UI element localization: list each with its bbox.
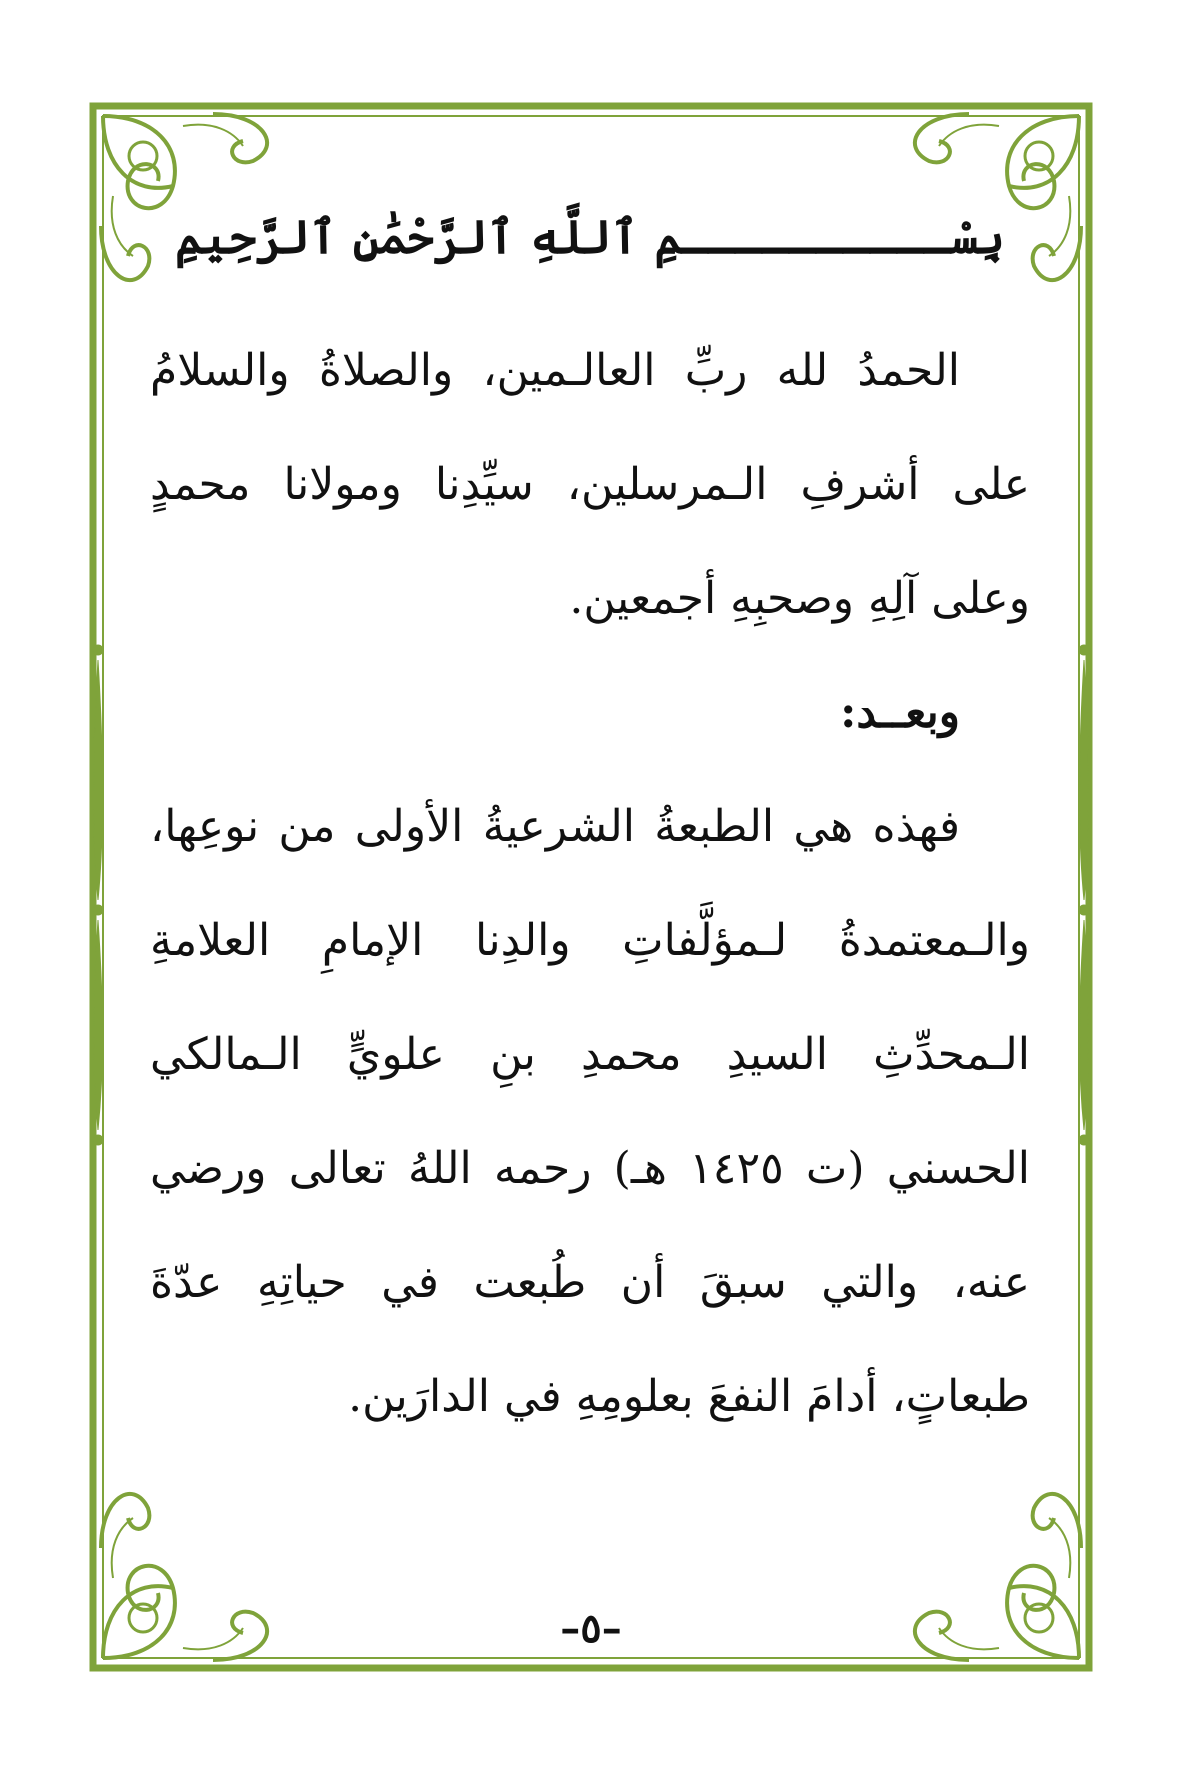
basmala: بِسْــــــــــمِ ٱللَّهِ ٱلرَّحْمَٰنِ ٱلرَّحِيمِ <box>175 210 1005 264</box>
opening-paragraph: الحمدُ لله ربِّ العالـمين، والصلاةُ والسلامُ على أشرفِ الـمرسلين، سيِّدِنا ومولانا محمدٍ وعلى آلِهِ وصحبِهِ أجمعين. <box>150 345 1030 624</box>
page-body <box>150 210 1030 1630</box>
section-heading: وبعــد: <box>840 687 960 738</box>
main-paragraph: فهذه هي الطبعةُ الشرعيةُ الأولى من نوعِها، والـمعتمدةُ لـمؤلَّفاتِ والدِنا الإمامِ العلامةِ الـمحدِّثِ السيدِ محمدِ بنِ علويٍّ الـمالكي الحسني (ت ١٤٢٥ هـ) رحمه اللهُ تعالى ورضي عنه، والتي سبقَ أن طُبعت في حياتِهِ عدّةَ طبعاتٍ، أدامَ النفعَ بعلومِهِ في الدارَين. <box>150 801 1030 1422</box>
page-number: –٥– <box>560 1605 622 1652</box>
